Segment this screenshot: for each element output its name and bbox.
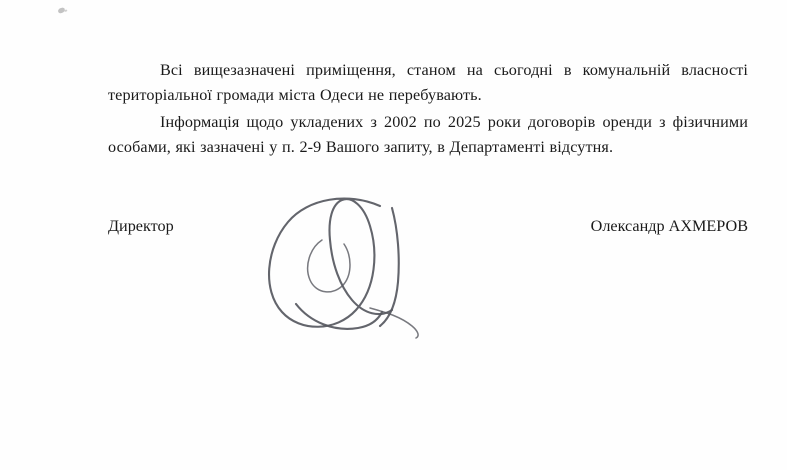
document-body xyxy=(108,58,748,162)
paragraph-2: Інформація щодо укладених з 2002 по 2025 роки договорів оренди з фізичними особами, які зазначені у п. 2-9 Вашого запиту, в Департаменті відсутня. xyxy=(108,113,748,156)
signature-block xyxy=(108,215,748,255)
scan-speck-icon xyxy=(57,7,65,14)
signer-title: Директор xyxy=(108,217,174,235)
signer-name: Олександр АХМЕРОВ xyxy=(590,217,748,235)
handwritten-signature-icon xyxy=(252,186,462,346)
paragraph-1: Всі вищезазначені приміщення, станом на сьогодні в комунальній власності територіальної громади міста Одеси не перебувають. xyxy=(108,61,748,104)
